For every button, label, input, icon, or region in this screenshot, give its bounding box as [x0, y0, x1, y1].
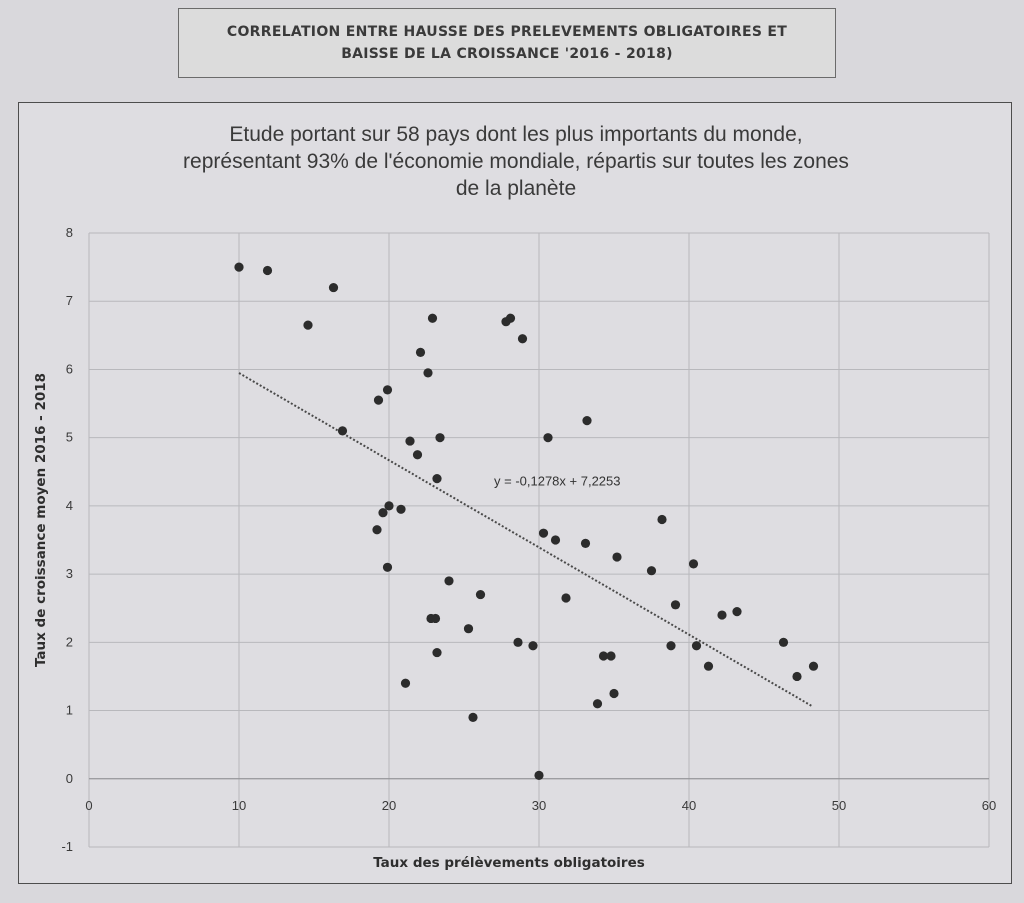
data-point: [444, 576, 453, 585]
data-point: [809, 662, 818, 671]
data-point: [582, 416, 591, 425]
chart-title: [183, 123, 849, 200]
data-point: [383, 385, 392, 394]
data-point: [432, 474, 441, 483]
data-point: [671, 600, 680, 609]
y-axis-title: Taux de croissance moyen 2016 - 2018: [33, 372, 49, 668]
y-tick-label: 6: [65, 361, 73, 377]
data-point: [704, 662, 713, 671]
data-point: [792, 672, 801, 681]
data-point: [666, 641, 675, 650]
data-point: [338, 426, 347, 435]
trendline: [239, 373, 812, 706]
data-point: [539, 529, 548, 538]
header-box: [178, 8, 836, 78]
data-point: [717, 610, 726, 619]
data-point: [303, 321, 312, 330]
data-point: [647, 566, 656, 575]
data-point: [689, 559, 698, 568]
data-point: [413, 450, 422, 459]
x-tick-label: 0: [85, 797, 93, 813]
x-tick-labels: [85, 798, 996, 813]
y-tick-label: -1: [61, 839, 73, 854]
data-point: [657, 515, 666, 524]
trendline-equation: y = -0,1278x + 7,2253: [494, 473, 621, 489]
chart-title-line-1: Etude portant sur 58 pays dont les plus importants du monde,: [229, 123, 803, 146]
data-point: [428, 314, 437, 323]
header-line-1: CORRELATION ENTRE HAUSSE DES PRELEVEMENTS OBLIGATOIRES ET: [226, 24, 788, 40]
y-tick-label: 2: [65, 634, 73, 650]
data-point: [416, 348, 425, 357]
header-line-2: BAISSE DE LA CROISSANCE '2016 - 2018): [341, 46, 673, 62]
x-axis-title: Taux des prélèvements obligatoires: [373, 855, 645, 871]
data-point: [468, 713, 477, 722]
data-point: [534, 771, 543, 780]
y-tick-label: 1: [65, 702, 73, 718]
data-point: [612, 552, 621, 561]
grid: [89, 233, 989, 847]
data-point: [581, 539, 590, 548]
y-tick-label: 5: [65, 429, 73, 445]
y-tick-label: 4: [65, 497, 73, 513]
data-point: [606, 651, 615, 660]
chart-title-line-2: représentant 93% de l'économie mondiale, répartis sur toutes les zones: [183, 150, 849, 173]
data-point: [383, 563, 392, 572]
data-point: [374, 396, 383, 405]
data-point: [401, 679, 410, 688]
x-tick-label: 40: [681, 797, 697, 813]
data-point: [551, 535, 560, 544]
data-point: [435, 433, 444, 442]
x-tick-label: 50: [831, 797, 847, 813]
trendline-line: [239, 373, 812, 706]
data-point: [396, 505, 405, 514]
y-tick-label: 0: [65, 770, 73, 786]
data-point: [732, 607, 741, 616]
data-point: [234, 263, 243, 272]
y-tick-label: 3: [65, 566, 73, 582]
y-tick-label: 7: [65, 293, 73, 309]
data-point: [518, 334, 527, 343]
data-point: [476, 590, 485, 599]
data-point: [561, 593, 570, 602]
data-point: [263, 266, 272, 275]
data-point: [329, 283, 338, 292]
data-point: [692, 641, 701, 650]
chart-title-line-3: de la planète: [455, 177, 577, 200]
data-point: [431, 614, 440, 623]
data-point: [543, 433, 552, 442]
x-tick-label: 20: [381, 797, 397, 813]
data-points: [234, 263, 818, 780]
data-point: [372, 525, 381, 534]
data-point: [464, 624, 473, 633]
data-point: [513, 638, 522, 647]
data-point: [432, 648, 441, 657]
chart-frame: [18, 102, 1012, 884]
data-point: [423, 368, 432, 377]
y-tick-label: 8: [65, 225, 73, 240]
data-point: [779, 638, 788, 647]
y-tick-labels: [61, 225, 73, 854]
x-tick-label: 10: [231, 797, 247, 813]
data-point: [405, 436, 414, 445]
data-point: [609, 689, 618, 698]
scatter-chart: [19, 103, 1013, 885]
x-tick-label: 30: [531, 797, 547, 813]
data-point: [384, 501, 393, 510]
x-tick-label: 60: [981, 797, 997, 813]
data-point: [528, 641, 537, 650]
data-point: [506, 314, 515, 323]
data-point: [593, 699, 602, 708]
